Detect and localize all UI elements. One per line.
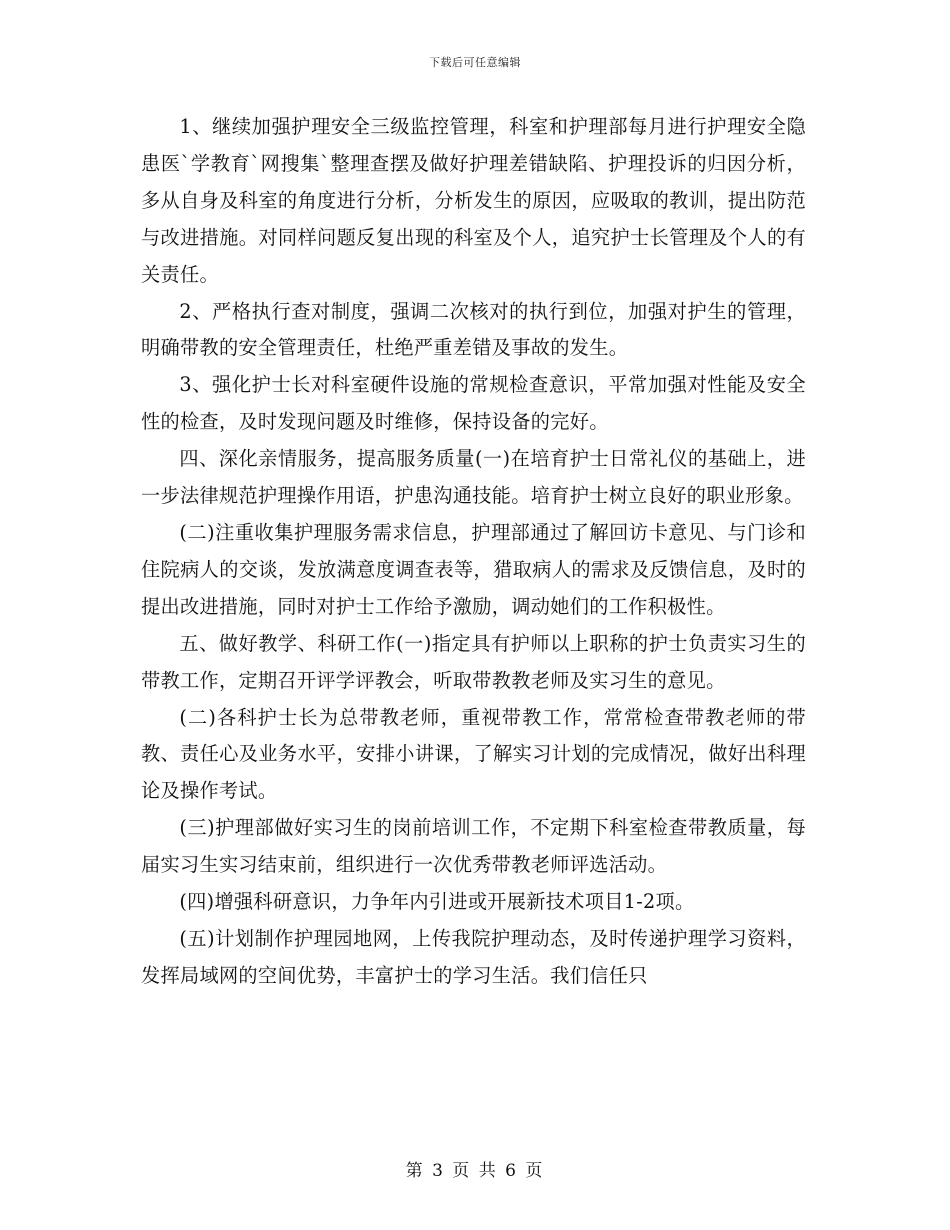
paragraph: 3、强化护士长对科室硬件设施的常规检查意识，平常加强对性能及安全性的检查，及时发现问题及时维修，保持设备的完好。	[141, 373, 806, 434]
paragraph: 1、继续加强护理安全三级监控管理，科室和护理部每月进行护理安全隐患医`学教育`网搜集`整理查摆及做好护理差错缺陷、护理投诉的归因分析，多从自身及科室的角度进行分析，分析发生的原因，应吸取的教训，提出防范与改进措施。对同样问题反复出现的科室及个人，追究护士长管理及个人的有关责任。	[141, 115, 806, 286]
paragraph: (二)注重收集护理服务需求信息，护理部通过了解回访卡意见、与门诊和住院病人的交谈，发放满意度调查表等，猎取病人的需求及反馈信息，及时的提出改进措施，同时对护士工作给予激励，调动她们的工作积极性。	[141, 520, 806, 618]
page-number-footer: 第 3 页 共 6 页	[405, 1161, 545, 1181]
paragraph: (三)护理部做好实习生的岗前培训工作，不定期下科室检查带教质量，每届实习生实习结束前，组织进行一次优秀带教老师评选活动。	[141, 816, 806, 877]
paragraph: 五、做好教学、科研工作(一)指定具有护师以上职称的护士负责实习生的带教工作，定期召开评学评教会，听取带教教老师及实习生的意见。	[141, 631, 806, 692]
document-body	[141, 109, 806, 995]
paragraph: (五)计划制作护理园地网，上传我院护理动态，及时传递护理学习资料，发挥局域网的空间优势，丰富护士的学习生活。我们信任只	[141, 926, 806, 987]
header-note: 下载后可任意编辑	[429, 56, 521, 69]
paragraph: (二)各科护士长为总带教老师，重视带教工作，常常检查带教老师的带教、责任心及业务水平，安排小讲课，了解实习计划的完成情况，做好出科理论及操作考试。	[141, 705, 806, 803]
paragraph: (四)增强科研意识，力争年内引进或开展新技术项目1-2项。	[179, 890, 695, 914]
paragraph: 2、严格执行查对制度，强调二次核对的执行到位，加强对护生的管理，明确带教的安全管理责任，杜绝严重差错及事故的发生。	[141, 299, 806, 360]
paragraph: 四、深化亲情服务，提高服务质量(一)在培育护士日常礼仪的基础上，进一步法律规范护理操作用语，护患沟通技能。培育护士树立良好的职业形象。	[141, 447, 806, 508]
